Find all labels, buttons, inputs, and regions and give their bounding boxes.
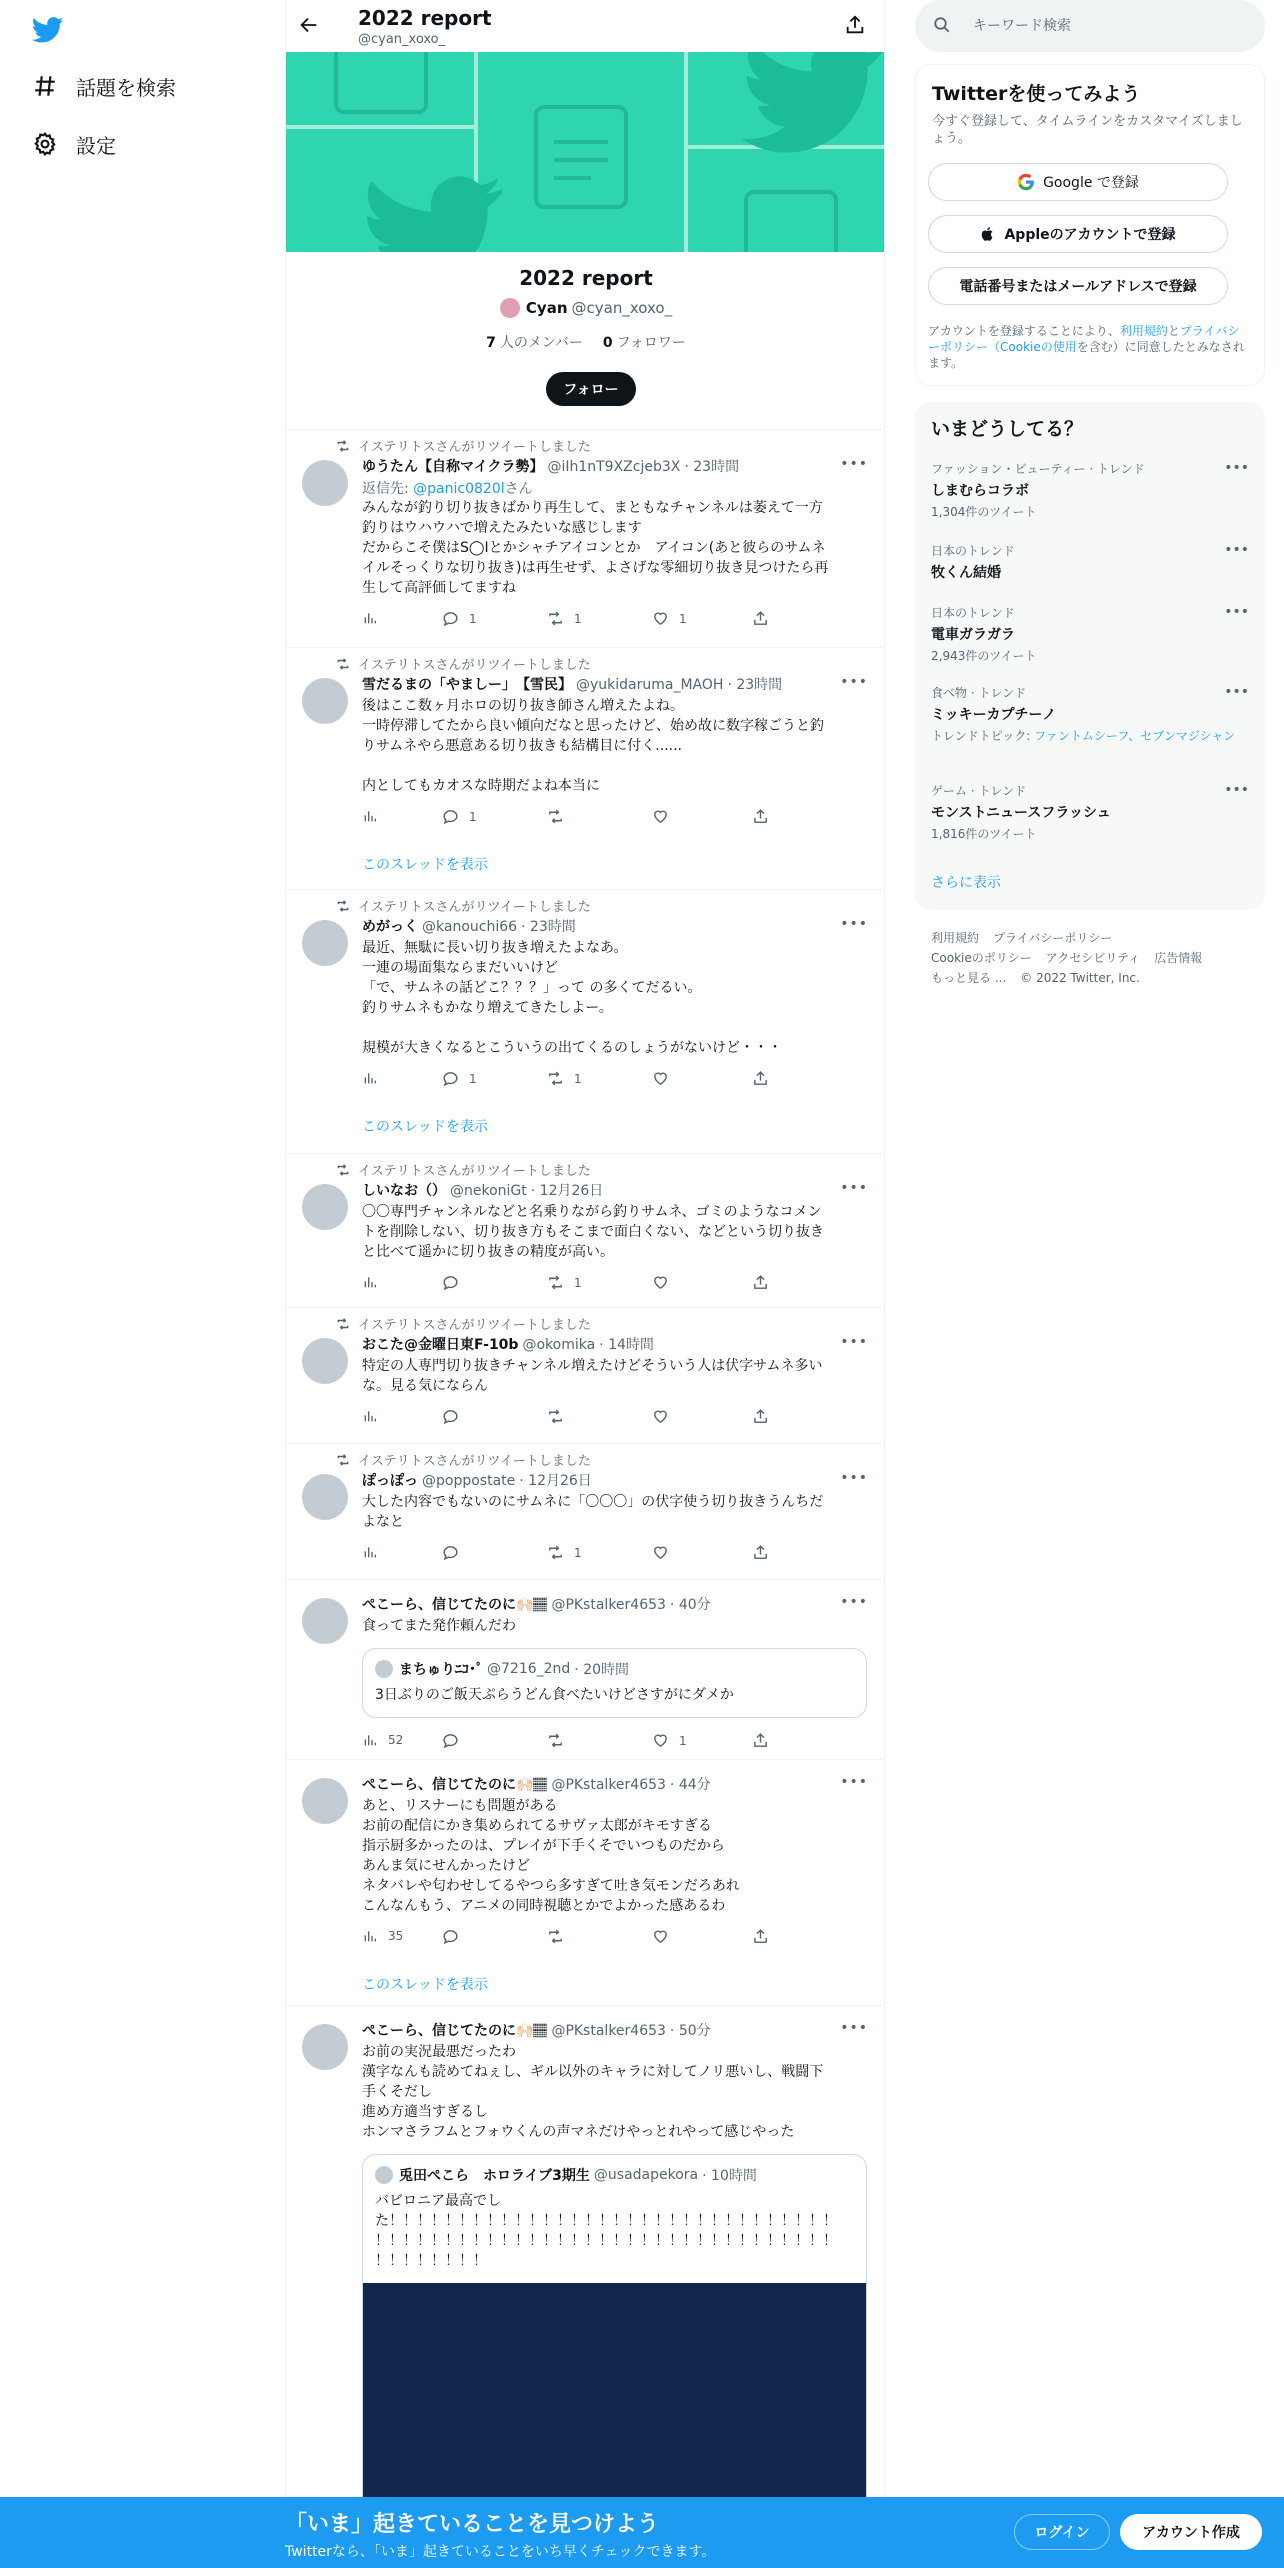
reply-icon bbox=[442, 1070, 469, 1087]
twitter-logo-icon[interactable] bbox=[32, 14, 64, 46]
reply-button[interactable] bbox=[442, 1928, 469, 1945]
like-button[interactable] bbox=[652, 1544, 679, 1561]
tweet-text: 〇〇専門チャンネルなどと名乗りながら釣りサムネ、ゴミのようなコメン トを削除しない、切り抜き方もそこまで面白くない、などという切り抜き と比べて遥かに切り抜きの精度が高い。 bbox=[362, 1204, 824, 1260]
more-options-icon[interactable]: ••• bbox=[840, 2020, 868, 2036]
more-options-icon[interactable]: ••• bbox=[840, 1774, 868, 1790]
share-button[interactable] bbox=[752, 1274, 779, 1291]
tweet-actions bbox=[362, 1544, 792, 1564]
quote-avatar bbox=[375, 2166, 393, 2184]
retweet-icon bbox=[547, 1070, 574, 1087]
views-stat[interactable]: 35 bbox=[362, 1928, 403, 1944]
signup-terms: アカウントを登録することにより、利用規約とプライバシーポリシー（Cookieの使用を含む）に同意したとみなされます。 bbox=[928, 324, 1245, 370]
share-button[interactable] bbox=[752, 1928, 779, 1945]
tweet-time[interactable]: · 50分 bbox=[669, 2023, 711, 2039]
nav-explore-label: 話題を検索 bbox=[76, 75, 176, 100]
show-thread-link[interactable]: このスレッドを表示 bbox=[362, 1977, 488, 1993]
more-options-icon[interactable]: ••• bbox=[1224, 542, 1249, 558]
reply-to-link[interactable]: @panic0820l bbox=[413, 481, 505, 497]
like-button[interactable] bbox=[652, 1274, 679, 1291]
author-handle[interactable]: @PKstalker4653 bbox=[551, 1597, 666, 1613]
tweet-text: 食ってまた発作頼んだわ bbox=[362, 1618, 516, 1634]
retweet-icon bbox=[547, 610, 574, 627]
google-icon bbox=[1017, 173, 1035, 191]
gear-icon bbox=[32, 131, 58, 157]
more-options-icon[interactable]: ••• bbox=[840, 1470, 868, 1486]
more-options-icon[interactable]: ••• bbox=[1224, 604, 1249, 620]
quote-author-name: 兎田ぺこら ホロライブ3期生 bbox=[399, 2168, 590, 2184]
tweet-actions bbox=[362, 1732, 792, 1752]
trend-count: 2,943件のツイート bbox=[931, 649, 1037, 663]
reply-button[interactable]: 1 bbox=[442, 808, 477, 825]
main-column bbox=[285, 0, 885, 2500]
footer-cookie[interactable]: Cookieのポリシー bbox=[931, 951, 1032, 965]
reply-icon bbox=[442, 1408, 469, 1425]
list-owner[interactable] bbox=[286, 298, 885, 318]
author-handle[interactable]: @nekoniGt bbox=[450, 1183, 527, 1199]
tweet-time[interactable]: · 44分 bbox=[669, 1777, 711, 1793]
author-handle[interactable]: @iIh1nT9XZcjeb3X bbox=[547, 459, 681, 475]
back-arrow-icon[interactable] bbox=[298, 14, 322, 38]
avatar[interactable] bbox=[302, 460, 348, 506]
views-icon bbox=[362, 1928, 388, 1944]
share-icon bbox=[752, 1408, 779, 1425]
avatar[interactable] bbox=[302, 1778, 348, 1824]
tweet-actions bbox=[362, 610, 792, 630]
footer-terms[interactable]: 利用規約 bbox=[931, 931, 980, 945]
apple-signup-button[interactable] bbox=[928, 215, 1228, 253]
share-button[interactable] bbox=[752, 610, 779, 627]
follow-button[interactable]: フォロー bbox=[546, 372, 636, 406]
avatar[interactable] bbox=[302, 1598, 348, 1644]
search-box[interactable] bbox=[915, 0, 1265, 52]
apple-signup-label: Appleのアカウントで登録 bbox=[1004, 227, 1176, 243]
search-input[interactable] bbox=[971, 14, 1231, 38]
heart-icon bbox=[652, 1732, 679, 1749]
avatar[interactable] bbox=[302, 678, 348, 724]
tweet-actions bbox=[362, 1408, 792, 1428]
phone-signup-button[interactable]: 電話番号またはメールアドレスで登録 bbox=[928, 267, 1228, 305]
more-options-icon[interactable]: ••• bbox=[1224, 782, 1249, 798]
author-name[interactable]: 雪だるまの「やましー」 【雪民】 bbox=[362, 677, 572, 693]
owner-avatar bbox=[500, 298, 520, 318]
views-icon bbox=[362, 610, 388, 626]
reply-icon bbox=[442, 1544, 469, 1561]
share-icon bbox=[752, 808, 779, 825]
tweet-text: お前の実況最悪だったわ 漢字なんも読めてねぇし、ギル以外のキャラに対してノリ悪いし、戦闘下 手くそだし 進め方適当すぎるし ホンマさラフムとフォウくんの声マネだけやっとれやって感じやった bbox=[362, 2044, 824, 2140]
tweet-time[interactable]: · 40分 bbox=[669, 1597, 711, 1613]
author-name[interactable]: ぽっぽっ bbox=[362, 1473, 418, 1489]
quote-time: · 20時間 bbox=[574, 1662, 630, 1678]
quote-time: · 10時間 bbox=[702, 2168, 757, 2184]
reply-icon bbox=[442, 1274, 469, 1291]
author-name[interactable]: おこた@金曜日東F-10b bbox=[362, 1337, 519, 1353]
like-button[interactable]: 1 bbox=[652, 1732, 687, 1749]
share-icon bbox=[752, 1274, 779, 1291]
signup-title: Twitterを使ってみよう bbox=[932, 83, 1141, 105]
quote-header bbox=[375, 2165, 757, 2185]
heart-icon bbox=[652, 808, 679, 825]
like-button[interactable] bbox=[652, 808, 679, 825]
tweet-actions bbox=[362, 808, 792, 828]
author-handle[interactable]: @PKstalker4653 bbox=[551, 1777, 666, 1793]
trend-topics: トレンドトピック: ファントムシーフ、セブンマジシャン bbox=[931, 729, 1236, 743]
retweet-button[interactable]: 1 bbox=[547, 1274, 582, 1291]
search-icon bbox=[933, 16, 951, 34]
avatar[interactable] bbox=[302, 920, 348, 966]
like-button[interactable] bbox=[652, 1408, 679, 1425]
list-name: 2022 report bbox=[519, 266, 653, 290]
owner-name: Cyan bbox=[525, 299, 568, 317]
avatar[interactable] bbox=[302, 1338, 348, 1384]
tweet-text: 大した内容でもないのにサムネに「〇〇〇」の伏字使う切り抜きうんちだ よなと bbox=[362, 1494, 824, 1530]
quote-header bbox=[375, 1659, 629, 1679]
quoted-tweet[interactable] bbox=[362, 2154, 867, 2500]
tweet-header bbox=[362, 1334, 870, 1354]
left-nav bbox=[0, 0, 285, 2500]
author-name[interactable]: ぺこーら、信じてたのに🙌🏻🏽 bbox=[362, 2023, 548, 2039]
owner-handle: @cyan_xoxo_ bbox=[571, 299, 673, 317]
bottom-signup-bar bbox=[0, 2497, 1284, 2568]
views-stat[interactable] bbox=[362, 1544, 388, 1560]
like-button[interactable] bbox=[652, 1928, 679, 1945]
quote-text: バビロニア最高でし た！！！！！！！！！！！！！！！！！！！！！！！！！！！！！！！！ ！！！！！！！！！！！！！！！！！！！！！！！！！！！！！！！！！ ！！！！！！！！ bbox=[375, 2193, 837, 2269]
trends-more-link[interactable]: さらに表示 bbox=[931, 875, 1001, 891]
views-stat[interactable]: 52 bbox=[362, 1732, 403, 1748]
trend-category: ゲーム · トレンド bbox=[931, 784, 1027, 798]
footer bbox=[931, 928, 1251, 988]
footer-copyright: © 2022 Twitter, Inc. bbox=[1020, 971, 1140, 985]
tweet-text: 最近、無駄に長い切り抜き増えたよなあ。 一連の場面集ならまだいいけど 「で、サムネの話どこ？？？」って の多くてだるい。 釣りサムネもかなり増えてきたしよー。 規模が大きくなるとこういうの出てくるのしょうがないけど・・・ bbox=[362, 940, 782, 1056]
retweet-icon bbox=[547, 1928, 574, 1945]
tweet[interactable] bbox=[286, 1308, 885, 1444]
author-handle[interactable]: @okomika bbox=[522, 1337, 596, 1353]
reply-button[interactable] bbox=[442, 1732, 469, 1749]
reply-button[interactable]: 1 bbox=[442, 1070, 477, 1087]
page-handle: @cyan_xoxo_ bbox=[358, 32, 446, 47]
tweet[interactable] bbox=[286, 430, 885, 648]
trend-title: モンストニュースフラッシュ bbox=[931, 805, 1111, 821]
views-stat[interactable] bbox=[362, 610, 388, 626]
more-options-icon[interactable]: ••• bbox=[840, 1180, 868, 1196]
page-title: 2022 report bbox=[358, 6, 492, 30]
tweet-header bbox=[362, 1470, 870, 1490]
tweet[interactable] bbox=[286, 648, 885, 890]
hashtag-icon bbox=[32, 73, 58, 99]
tweet-time[interactable]: · 23時間 bbox=[684, 459, 740, 475]
list-banner bbox=[286, 52, 885, 252]
tweet-time[interactable]: · 23時間 bbox=[727, 677, 783, 693]
retweet-button[interactable] bbox=[547, 1928, 574, 1945]
views-stat[interactable] bbox=[362, 808, 388, 824]
heart-icon bbox=[652, 1928, 679, 1945]
share-button[interactable] bbox=[752, 1408, 779, 1425]
avatar[interactable] bbox=[302, 1184, 348, 1230]
retweet-context[interactable]: イステリトスさんがリツイートしました bbox=[336, 1314, 591, 1333]
views-stat[interactable] bbox=[362, 1070, 388, 1086]
retweet-icon bbox=[547, 808, 574, 825]
retweet-context[interactable]: イステリトスさんがリツイートしました bbox=[336, 436, 591, 455]
tweet[interactable] bbox=[286, 2006, 885, 2500]
more-options-icon[interactable]: ••• bbox=[840, 1594, 868, 1610]
trend-item[interactable] bbox=[931, 684, 1249, 744]
tweet-header bbox=[362, 456, 870, 476]
signup-card bbox=[915, 64, 1265, 386]
share-icon bbox=[752, 1732, 779, 1749]
trend-topic-link[interactable]: ファントムシーフ、セブンマジシャン bbox=[1034, 729, 1236, 743]
trend-item[interactable] bbox=[931, 542, 1249, 582]
author-name[interactable]: めがっく bbox=[362, 919, 418, 935]
privacy-link[interactable]: プライバシーポリシー（Cookieの使用 bbox=[928, 324, 1240, 354]
more-options-icon[interactable]: ••• bbox=[840, 916, 868, 932]
footer-more[interactable]: もっと見る ... bbox=[931, 971, 1007, 985]
trend-item[interactable] bbox=[931, 604, 1249, 664]
footer-accessibility[interactable]: アクセシビリティ bbox=[1045, 951, 1141, 965]
views-icon bbox=[362, 1544, 388, 1560]
share-icon bbox=[752, 1928, 779, 1945]
tweet-time[interactable]: · 12月26日 bbox=[519, 1473, 592, 1489]
share-button[interactable] bbox=[752, 808, 779, 825]
tweet-time[interactable]: · 23時間 bbox=[521, 919, 576, 935]
heart-icon bbox=[652, 1274, 679, 1291]
views-icon bbox=[362, 1070, 388, 1086]
retweet-context[interactable]: イステリトスさんがリツイートしました bbox=[336, 1450, 591, 1469]
reply-icon bbox=[442, 1928, 469, 1945]
terms-link[interactable]: 利用規約 bbox=[1119, 324, 1168, 338]
share-button[interactable] bbox=[752, 1070, 779, 1087]
tweet-time[interactable]: · 14時間 bbox=[599, 1337, 654, 1353]
retweet-icon bbox=[547, 1544, 574, 1561]
share-button[interactable] bbox=[752, 1732, 779, 1749]
google-signup-button[interactable] bbox=[928, 163, 1228, 201]
footer-ads[interactable]: 広告情報 bbox=[1154, 951, 1203, 965]
author-handle[interactable]: @kanouchi66 bbox=[422, 919, 518, 935]
tweet-header bbox=[362, 1594, 870, 1614]
quote-author-handle: @7216_2nd bbox=[487, 1661, 571, 1677]
tweet-time[interactable]: · 12月26日 bbox=[530, 1183, 604, 1199]
retweet-icon bbox=[547, 1408, 574, 1425]
retweet-context[interactable]: イステリトスさんがリツイートしました bbox=[336, 896, 591, 915]
tweet-actions bbox=[362, 1274, 792, 1294]
show-thread-link[interactable]: このスレッドを表示 bbox=[362, 857, 488, 873]
author-handle[interactable]: @poppostate bbox=[422, 1473, 516, 1489]
tweet[interactable] bbox=[286, 890, 885, 1154]
reply-icon bbox=[442, 1732, 469, 1749]
tweet-actions bbox=[362, 1070, 792, 1090]
views-icon bbox=[362, 808, 388, 824]
tweet-header bbox=[362, 1774, 870, 1794]
tweet-header bbox=[362, 916, 870, 936]
tweet[interactable] bbox=[286, 1760, 885, 2006]
followers-link[interactable]: 0 フォロワー bbox=[602, 335, 686, 351]
like-button[interactable] bbox=[652, 1070, 679, 1087]
views-stat[interactable] bbox=[362, 1408, 388, 1424]
retweet-context[interactable]: イステリトスさんがリツイートしました bbox=[336, 654, 591, 673]
trend-title: しまむらコラボ bbox=[931, 483, 1029, 499]
retweet-button[interactable] bbox=[547, 808, 574, 825]
trend-category: 食べ物 · トレンド bbox=[931, 686, 1027, 700]
tweet-header bbox=[362, 2020, 870, 2040]
trends-card bbox=[915, 402, 1265, 910]
trend-title: 牧くん結婚 bbox=[931, 565, 1001, 581]
quote-media[interactable] bbox=[363, 2283, 866, 2500]
google-signup-label: Google で登録 bbox=[1043, 175, 1139, 191]
nav-settings[interactable] bbox=[32, 124, 116, 164]
retweet-button[interactable]: 1 bbox=[547, 1070, 582, 1087]
tweet-header bbox=[362, 1180, 870, 1200]
trend-count: 1,304件のツイート bbox=[931, 505, 1037, 519]
reply-button[interactable]: 1 bbox=[442, 610, 477, 627]
retweet-button[interactable]: 1 bbox=[547, 1544, 582, 1561]
author-name[interactable]: ゆうたん【自称マイクラ勢】 bbox=[362, 459, 544, 475]
retweet-context[interactable]: イステリトスさんがリツイートしました bbox=[336, 1160, 591, 1179]
tweet[interactable] bbox=[286, 1580, 885, 1760]
views-icon bbox=[362, 1408, 388, 1424]
author-name[interactable]: しいなお（） bbox=[362, 1183, 446, 1199]
signup-subtitle: 今すぐ登録して、タイムラインをカスタマイズしましょう。 bbox=[932, 114, 1243, 146]
retweet-button[interactable] bbox=[547, 1732, 574, 1749]
share-icon bbox=[752, 610, 779, 627]
reply-button[interactable] bbox=[442, 1274, 469, 1291]
trend-title: 電車ガラガラ bbox=[931, 627, 1015, 643]
quote-author-handle: @usadapekora bbox=[593, 2167, 699, 2183]
tweet-text: 後はここ数ヶ月ホロの切り抜き師さん増えたよね。 一時停滞してたから良い傾向だなと思ったけど、始め故に数字稼ごうと釣 りサムネやら悪意ある切り抜きも結構目に付く...... 内としてもカオスな時期だよね本当に bbox=[362, 698, 824, 794]
quoted-tweet[interactable] bbox=[362, 1648, 867, 1718]
author-handle[interactable]: @PKstalker4653 bbox=[551, 2023, 666, 2039]
tweet-text: みんなが釣り切り抜きばかり再生して、まともなチャンネルは萎えて一方 釣りはウハウハで増えたみたいな感じします だからこそ僕はS◯Iとかシャチアイコンとか アイコン(あと彼らのサムネ イルそっくりな切り抜き)は再生せず、よさげな零細切り抜き見つけたら再 生して高評価してますね bbox=[362, 500, 829, 596]
reply-icon bbox=[442, 808, 469, 825]
login-button[interactable]: ログイン bbox=[1014, 2514, 1110, 2550]
tweet-header bbox=[362, 674, 870, 694]
more-options-icon[interactable]: ••• bbox=[840, 1334, 868, 1350]
nav-settings-label: 設定 bbox=[76, 133, 116, 158]
trend-item[interactable] bbox=[931, 782, 1249, 842]
tweet-text: あと、リスナーにも問題がある お前の配信にかき集められてるサヴァ太郎がキモすぎる 指示厨多かったのは、プレイが下手くそでいつものだから あんま気にせんかったけど ネタバレや匂わせしてるやつら多すぎて吐き気モンだろあれ こんなんもう、アニメの同時視聴とかでよかった感あるわ bbox=[362, 1798, 740, 1914]
trend-item[interactable] bbox=[931, 460, 1249, 520]
trend-category: ファッション・ビューティー · トレンド bbox=[931, 462, 1145, 476]
quote-text: 3日ぶりのご飯天ぷらうどん食べたいけどさすがにダメか bbox=[375, 1687, 734, 1703]
show-thread-link[interactable]: このスレッドを表示 bbox=[362, 1119, 488, 1135]
footer-privacy[interactable]: プライバシーポリシー bbox=[993, 931, 1113, 945]
more-options-icon[interactable]: ••• bbox=[840, 674, 868, 690]
trend-category: 日本のトレンド bbox=[931, 606, 1015, 620]
share-button[interactable] bbox=[752, 1544, 779, 1561]
more-options-icon[interactable]: ••• bbox=[1224, 460, 1249, 476]
tweet-actions bbox=[362, 1928, 792, 1948]
trend-count: 1,816件のツイート bbox=[931, 827, 1037, 841]
tweet-text: 特定の人専門切り抜きチャンネル増えたけどそういう人は伏字サムネ多い な。見る気にならん bbox=[362, 1358, 823, 1394]
signup-button[interactable]: アカウント作成 bbox=[1120, 2514, 1262, 2550]
share-icon bbox=[752, 1070, 779, 1087]
tweet[interactable] bbox=[286, 1444, 885, 1580]
tweet[interactable] bbox=[286, 1154, 885, 1308]
apple-icon bbox=[980, 225, 996, 243]
top-bar bbox=[286, 0, 884, 52]
views-icon bbox=[362, 1732, 388, 1748]
share-icon bbox=[752, 1544, 779, 1561]
heart-icon bbox=[652, 1070, 679, 1087]
trend-category: 日本のトレンド bbox=[931, 544, 1015, 558]
like-button[interactable]: 1 bbox=[652, 610, 687, 627]
list-info bbox=[286, 252, 885, 430]
author-name[interactable]: ぺこーら、信じてたのに🙌🏻🏽 bbox=[362, 1597, 548, 1613]
quote-avatar bbox=[375, 1660, 393, 1678]
author-handle[interactable]: @yukidaruma_MAOH bbox=[576, 677, 724, 693]
views-stat[interactable] bbox=[362, 1274, 388, 1290]
retweet-button[interactable]: 1 bbox=[547, 610, 582, 627]
avatar[interactable] bbox=[302, 2024, 348, 2070]
quote-author-name: まちゅり﻿ﾆｺ･ﾟ bbox=[399, 1662, 483, 1678]
avatar[interactable] bbox=[302, 1474, 348, 1520]
heart-icon bbox=[652, 1408, 679, 1425]
heart-icon bbox=[652, 1544, 679, 1561]
reply-icon bbox=[442, 610, 469, 627]
heart-icon bbox=[652, 610, 679, 627]
reply-button[interactable] bbox=[442, 1408, 469, 1425]
list-counts bbox=[286, 332, 885, 352]
right-column bbox=[915, 0, 1265, 2500]
author-name[interactable]: ぺこーら、信じてたのに🙌🏻🏽 bbox=[362, 1777, 548, 1793]
reply-button[interactable] bbox=[442, 1544, 469, 1561]
more-options-icon[interactable]: ••• bbox=[840, 456, 868, 472]
share-icon[interactable] bbox=[844, 14, 866, 36]
members-link[interactable]: 7 人のメンバー bbox=[486, 335, 583, 351]
retweet-icon bbox=[547, 1732, 574, 1749]
nav-explore[interactable] bbox=[32, 66, 176, 106]
trends-title: いまどうしてる？ bbox=[931, 418, 1084, 440]
views-icon bbox=[362, 1274, 388, 1290]
bottom-subtext: Twitterなら、「いま」起きていることをいち早くチェックできます。 bbox=[285, 2544, 716, 2560]
bottom-headline: 「いま」起きていることを見つけよう bbox=[285, 2512, 660, 2537]
trend-title: ミッキーカプチーノ bbox=[931, 707, 1057, 723]
more-options-icon[interactable]: ••• bbox=[1224, 684, 1249, 700]
reply-to: 返信先: @panic0820lさん bbox=[362, 481, 533, 497]
retweet-icon bbox=[547, 1274, 574, 1291]
banner-pattern bbox=[286, 52, 885, 252]
retweet-button[interactable] bbox=[547, 1408, 574, 1425]
